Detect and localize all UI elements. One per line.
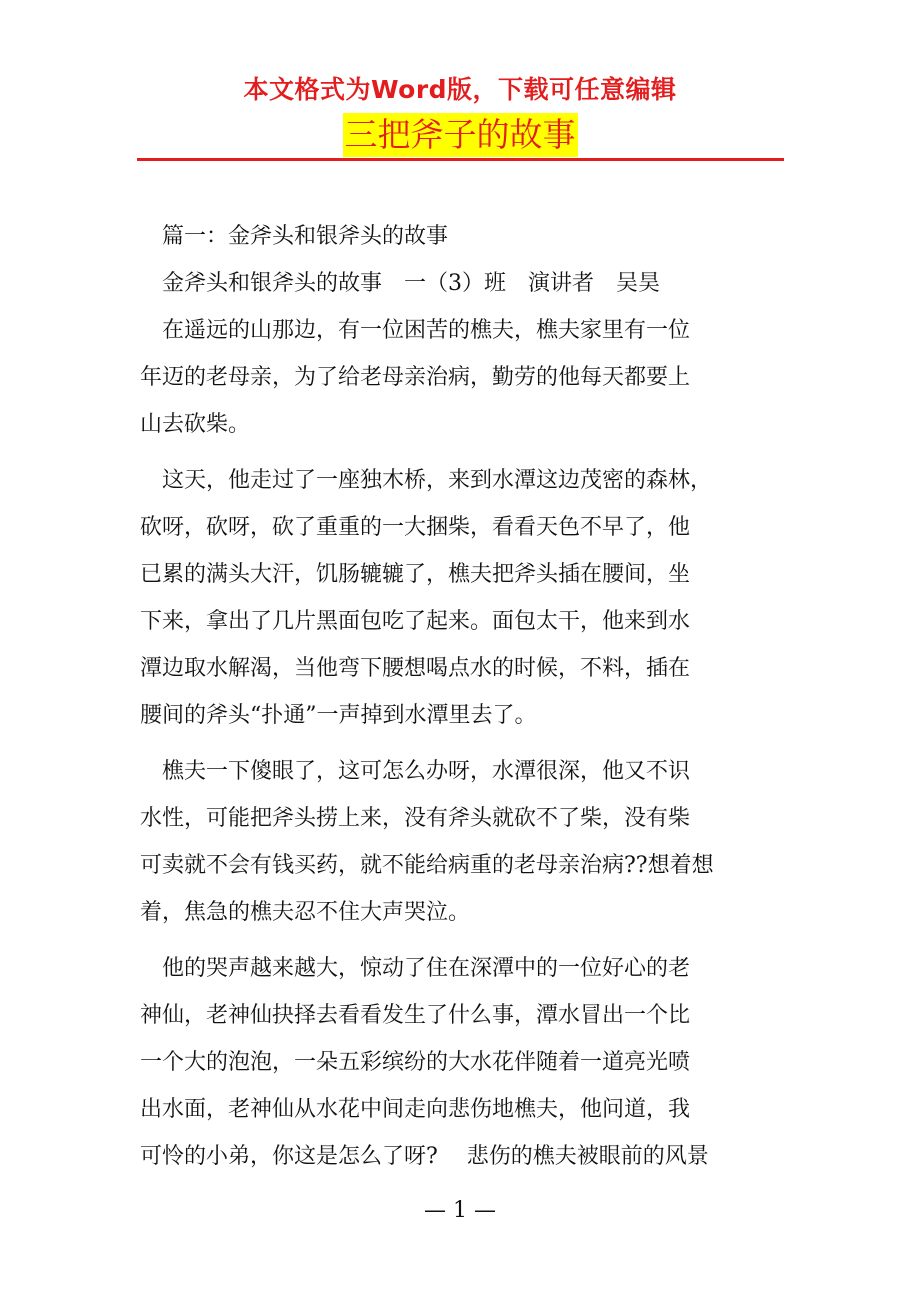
format-banner: 本文格式为Word版，下载可任意编辑 [243,75,677,104]
text-line: 可怜的小弟，你这是怎么了呀? 悲伤的樵夫被眼前的风景 [140,1144,709,1169]
document-body [140,213,790,1180]
text-line: 已累的满头大汗，饥肠辘辘了，樵夫把斧头插在腰间，坐 [140,562,691,587]
page-title: 三把斧子的故事 [343,113,578,157]
text-line: 年迈的老母亲，为了给老母亲治病，勤劳的他每天都要上 [140,365,691,390]
paragraph-gap [140,739,790,748]
text-line: 神仙，老神仙抉择去看看发生了什么事，潭水冒出一个比 [140,1003,691,1028]
text-line: 潭边取水解渴，当他弯下腰想喝点水的时候，不料，插在 [140,656,691,681]
text-line: 樵夫一下傻眼了，这可怎么办呀，水潭很深，他又不识 [140,759,691,784]
text-line: 他的哭声越来越大，惊动了住在深潭中的一位好心的老 [140,956,691,981]
text-line: 腰间的斧头“扑通”一声掉到水潭里去了。 [140,703,537,728]
text-line: 砍呀，砍呀，砍了重重的一大捆柴，看看天色不早了，他 [140,515,691,540]
text-line: 这天，他走过了一座独木桥，来到水潭这边茂密的森林， [140,468,713,493]
text-line: 篇一：金斧头和银斧头的故事 [140,224,449,249]
text-line: 下来，拿出了几片黑面包吃了起来。面包太干，他来到水 [140,609,691,634]
page-number: — 1 — [424,1198,496,1223]
paragraph-gap [140,936,790,945]
title-divider [137,158,784,161]
paragraph-gap [140,448,790,457]
text-line: 出水面，老神仙从水花中间走向悲伤地樵夫，他问道，我 [140,1097,691,1122]
text-line: 可卖就不会有钱买药，就不能给病重的老母亲治病??想着想 [140,853,714,878]
text-line: 在遥远的山那边，有一位困苦的樵夫，樵夫家里有一位 [140,318,691,343]
text-line: 着，焦急的樵夫忍不住大声哭泣。 [140,900,471,925]
text-line: 一个大的泡泡，一朵五彩缤纷的大水花伴随着一道亮光喷 [140,1050,691,1075]
title-wrap [0,113,920,157]
text-line: 金斧头和银斧头的故事 一（3）班 演讲者 吴昊 [140,271,660,296]
text-line: 水性，可能把斧头捞上来，没有斧头就砍不了柴，没有柴 [140,806,691,831]
text-line: 山去砍柴。 [140,412,251,437]
